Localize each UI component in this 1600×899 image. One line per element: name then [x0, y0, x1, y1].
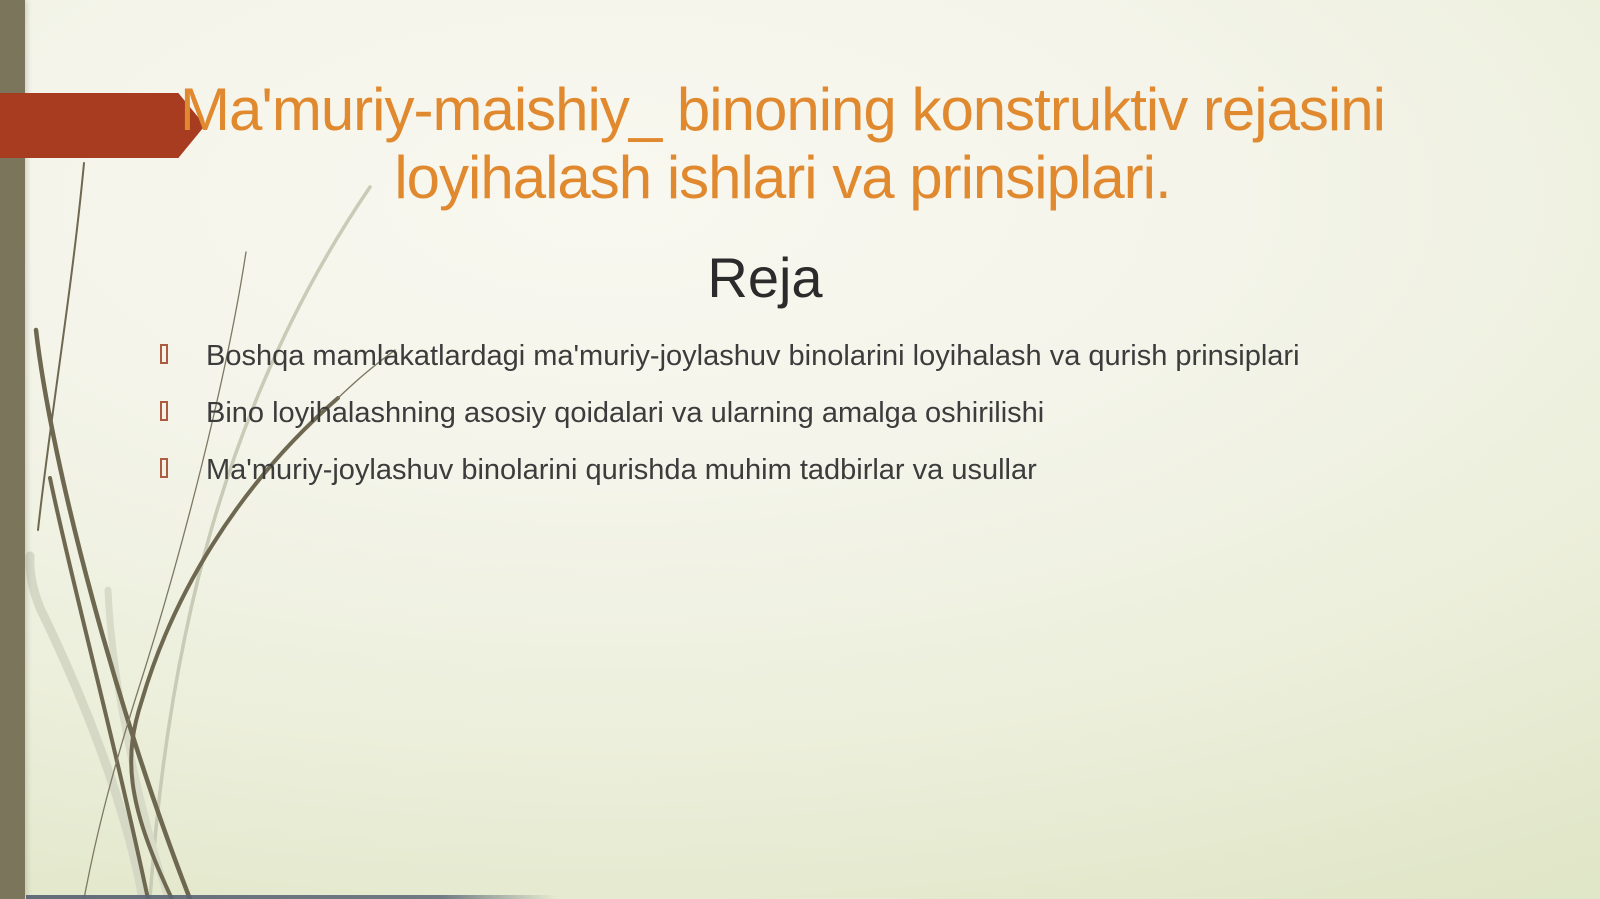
bullet-text: Ma'muriy-joylashuv binolarini qurishda muhim tadbirlar va usullar — [206, 454, 1037, 486]
thin-blade-top — [38, 163, 84, 530]
bullet-box-icon — [160, 458, 168, 478]
light-curve-mid — [108, 590, 168, 899]
bullet-box-icon — [160, 344, 168, 364]
light-curve-left — [30, 556, 143, 899]
bullet-box-icon — [160, 401, 168, 421]
slide-title — [40, 76, 1525, 212]
slide-title-line-2: loyihalash ishlari va prinsiplari. — [394, 144, 1171, 211]
slide-title-line-1: Ma'muriy-maishiy_ binoning konstruktiv rejasini — [180, 76, 1385, 143]
bullet-list — [160, 336, 1320, 507]
bullet-item — [160, 393, 1320, 433]
bullet-item — [160, 450, 1320, 490]
bottom-edge-strip — [26, 895, 556, 899]
bullet-item — [160, 336, 1320, 376]
bullet-text: Bino loyihalashning asosiy qoidalari va ularning amalga oshirilishi — [206, 397, 1045, 429]
bullet-text: Boshqa mamlakatlardagi ma'muriy-joylashuv binolarini loyihalash va qurish prinsiplari — [206, 340, 1300, 372]
reja-heading: Reja — [707, 246, 823, 309]
dark-blade-2 — [50, 478, 148, 899]
